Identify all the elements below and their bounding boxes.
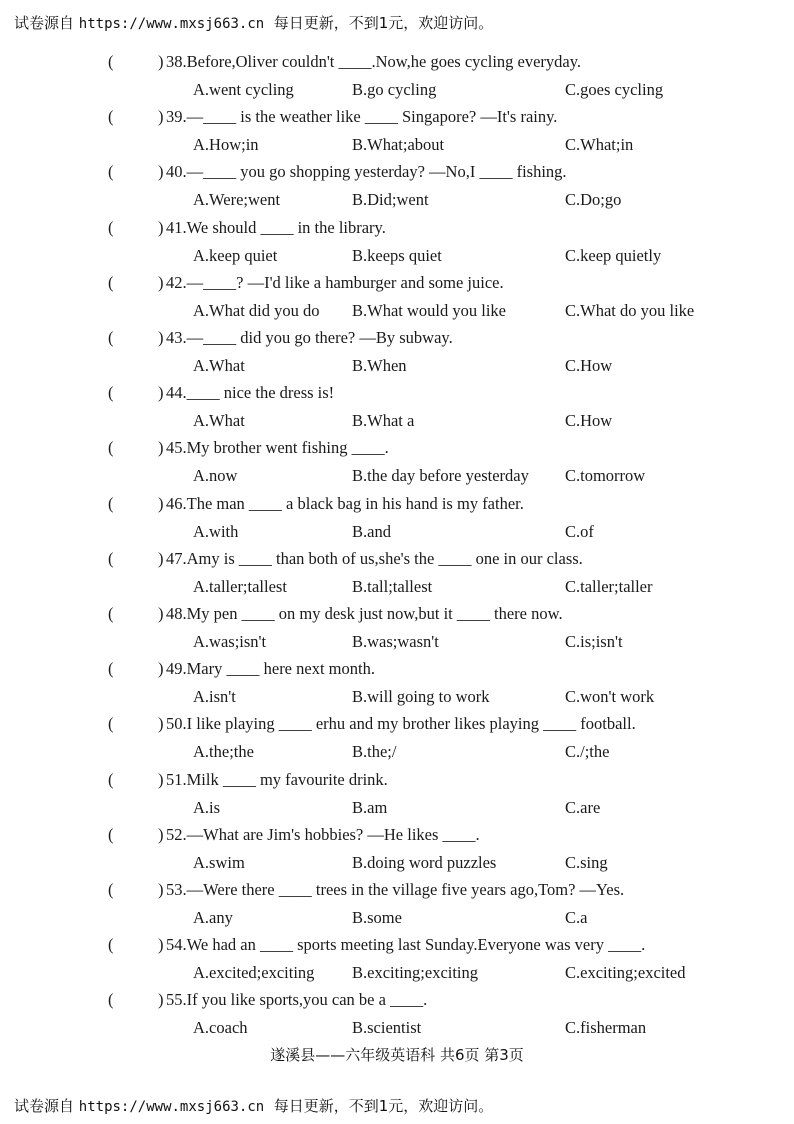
answer-paren-open: (	[108, 162, 114, 182]
question-stem: 49.Mary ____ here next month.	[166, 659, 375, 679]
answer-paren-open: (	[108, 990, 114, 1010]
option-b: B.doing word puzzles	[352, 852, 497, 872]
option-b: B.was;wasn't	[352, 632, 439, 651]
answer-paren-close: )	[158, 438, 164, 458]
option-c: C.How	[565, 411, 613, 431]
question-stem: 51.Milk ____ my favourite drink.	[166, 769, 388, 789]
option-a: A.isn't	[193, 687, 236, 707]
option-c: C.tomorrow	[565, 466, 646, 486]
watermark-prefix: 试卷源自	[14, 14, 79, 32]
question-item	[0, 825, 794, 881]
option-c: C.What do you like	[565, 300, 695, 320]
watermark-suffix: 每日更新，不到1元，欢迎访问。	[264, 14, 494, 32]
answer-paren-close: )	[158, 659, 164, 679]
option-c: C.are	[565, 797, 601, 817]
option-b: B.What;about	[352, 135, 445, 155]
answer-paren-open: (	[108, 714, 114, 734]
answer-paren-open: (	[108, 493, 114, 513]
answer-paren-close: )	[158, 107, 164, 127]
option-b: B.and	[352, 521, 391, 541]
answer-paren-close: )	[158, 935, 164, 955]
option-a: A.What	[193, 356, 245, 375]
option-a: A.with	[193, 521, 239, 541]
option-c: C.What;in	[565, 135, 634, 155]
question-item	[0, 770, 794, 826]
answer-paren-close: )	[158, 383, 164, 403]
question-item	[0, 107, 794, 163]
option-c: C.keep quietly	[565, 245, 662, 265]
option-a: A.Were;went	[193, 190, 281, 210]
question-item	[0, 438, 794, 494]
option-b: B.scientist	[352, 1018, 422, 1038]
question-stem: 55.If you like sports,you can be a ____.	[166, 990, 428, 1010]
option-b: B.exciting;exciting	[352, 963, 479, 983]
option-b: B.What a	[352, 411, 415, 431]
option-c: C.goes cycling	[565, 80, 664, 99]
option-a: A.now	[193, 466, 238, 486]
watermark-bottom	[14, 1095, 493, 1116]
watermark-prefix: 试卷源自	[14, 1097, 79, 1115]
question-item	[0, 218, 794, 274]
question-item	[0, 714, 794, 770]
option-c: C.taller;taller	[565, 576, 653, 596]
option-a: A.taller;tallest	[193, 576, 287, 596]
question-item	[0, 659, 794, 715]
option-a: A.keep quiet	[193, 245, 278, 265]
option-b: B.some	[352, 908, 402, 927]
question-stem: 43.—____ did you go there? —By subway.	[166, 328, 453, 347]
option-c: C.sing	[565, 852, 608, 872]
question-item	[0, 273, 794, 329]
option-b: B.will going to work	[352, 687, 490, 707]
question-stem: 46.The man ____ a black bag in his hand is my father.	[166, 493, 524, 513]
option-c: C.of	[565, 521, 594, 541]
option-a: A.went cycling	[193, 80, 294, 99]
answer-paren-open: (	[108, 383, 114, 403]
question-item	[0, 162, 794, 218]
question-item	[0, 935, 794, 991]
answer-paren-open: (	[108, 328, 114, 347]
option-c: C.fisherman	[565, 1018, 647, 1038]
option-a: A.the;the	[193, 742, 254, 762]
answer-paren-close: )	[158, 272, 164, 292]
option-b: B.the day before yesterday	[352, 466, 529, 486]
answer-paren-close: )	[158, 493, 164, 513]
question-stem: 45.My brother went fishing ____.	[166, 438, 389, 458]
answer-paren-open: (	[108, 659, 114, 679]
option-b: B.Did;went	[352, 190, 429, 210]
option-b: B.the;/	[352, 742, 397, 762]
option-a: A.swim	[193, 852, 245, 872]
answer-paren-open: (	[108, 824, 114, 844]
question-item	[0, 549, 794, 605]
watermark-url: https://www.mxsj663.cn	[78, 16, 265, 32]
answer-paren-close: )	[158, 604, 164, 623]
question-stem: 41.We should ____ in the library.	[166, 217, 386, 237]
question-stem: 52.—What are Jim's hobbies? —He likes ____.	[166, 824, 480, 844]
question-item	[0, 383, 794, 439]
option-c: C./;the	[565, 742, 610, 762]
answer-paren-close: )	[158, 328, 164, 347]
answer-paren-open: (	[108, 217, 114, 237]
question-stem: 54.We had an ____ sports meeting last Sunday.Everyone was very ____.	[166, 935, 646, 955]
answer-paren-close: )	[158, 990, 164, 1010]
question-stem: 53.—Were there ____ trees in the village five years ago,Tom? —Yes.	[166, 880, 625, 899]
question-stem: 47.Amy is ____ than both of us,she's the ____ one in our class.	[166, 548, 583, 568]
answer-paren-close: )	[158, 217, 164, 237]
answer-paren-open: (	[108, 769, 114, 789]
answer-paren-close: )	[158, 52, 164, 71]
question-item	[0, 880, 794, 936]
option-a: A.coach	[193, 1018, 248, 1038]
answer-paren-close: )	[158, 769, 164, 789]
option-a: A.What did you do	[193, 300, 320, 320]
option-a: A.any	[193, 908, 233, 927]
question-stem: 38.Before,Oliver couldn't ____.Now,he goes cycling everyday.	[166, 52, 582, 71]
answer-paren-open: (	[108, 880, 114, 899]
answer-paren-open: (	[108, 935, 114, 955]
answer-paren-open: (	[108, 272, 114, 292]
answer-paren-open: (	[108, 548, 114, 568]
option-c: C.is;isn't	[565, 632, 623, 651]
option-b: B.am	[352, 797, 388, 817]
question-item	[0, 328, 794, 384]
option-c: C.Do;go	[565, 190, 622, 210]
option-a: A.How;in	[193, 135, 259, 155]
answer-paren-open: (	[108, 52, 114, 71]
question-stem: 50.I like playing ____ erhu and my brother likes playing ____ football.	[166, 714, 636, 734]
question-item	[0, 990, 794, 1046]
option-c: C.exciting;excited	[565, 963, 686, 983]
option-c: C.won't work	[565, 687, 655, 707]
option-b: B.What would you like	[352, 300, 506, 320]
option-b: B.go cycling	[352, 80, 437, 99]
answer-paren-open: (	[108, 604, 114, 623]
answer-paren-close: )	[158, 880, 164, 899]
option-a: A.excited;exciting	[193, 963, 315, 983]
option-b: B.keeps quiet	[352, 245, 442, 265]
answer-paren-close: )	[158, 162, 164, 182]
answer-paren-close: )	[158, 548, 164, 568]
answer-paren-close: )	[158, 824, 164, 844]
question-stem: 40.—____ you go shopping yesterday? —No,I ____ fishing.	[166, 162, 567, 182]
option-a: A.was;isn't	[193, 632, 267, 651]
watermark-top	[14, 12, 493, 33]
question-stem: 48.My pen ____ on my desk just now,but it ____ there now.	[166, 604, 563, 623]
answer-paren-open: (	[108, 107, 114, 127]
answer-paren-open: (	[108, 438, 114, 458]
option-c: C.a	[565, 908, 588, 927]
option-a: A.is	[193, 797, 221, 817]
option-b: B.tall;tallest	[352, 576, 433, 596]
question-stem: 44.____ nice the dress is!	[166, 383, 335, 403]
question-stem: 39.—____ is the weather like ____ Singapore? —It's rainy.	[166, 107, 558, 127]
question-stem: 42.—____? —I'd like a hamburger and some juice.	[166, 272, 504, 292]
question-item	[0, 494, 794, 550]
question-item	[0, 604, 794, 660]
page-footer: 遂溪县——六年级英语科 共6页 第3页	[270, 1046, 524, 1064]
watermark-url: https://www.mxsj663.cn	[78, 1099, 265, 1115]
answer-paren-close: )	[158, 714, 164, 734]
watermark-suffix: 每日更新，不到1元，欢迎访问。	[264, 1097, 494, 1115]
question-item	[0, 52, 794, 108]
option-b: B.When	[352, 356, 407, 375]
option-a: A.What	[193, 411, 245, 431]
option-c: C.How	[565, 356, 613, 375]
